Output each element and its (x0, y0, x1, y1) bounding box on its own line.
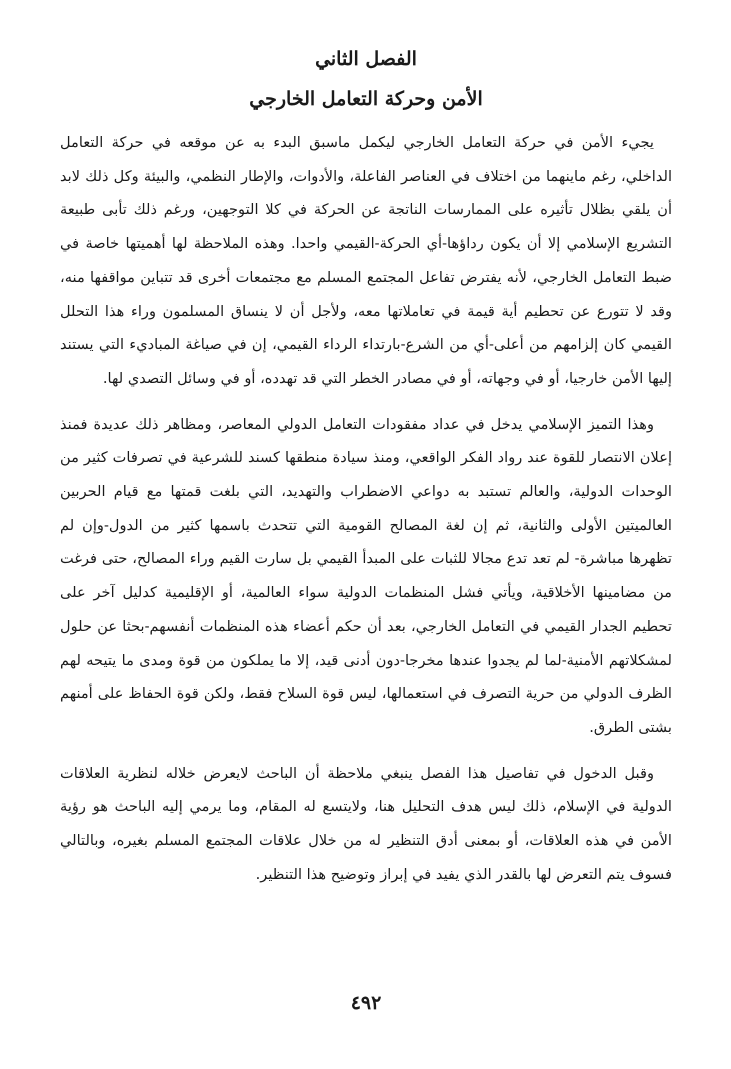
section-title: الأمن وحركة التعامل الخارجي (249, 88, 483, 110)
paragraph-2: وهذا التميز الإسلامي يدخل في عداد مفقودات التعامل الدولي المعاصر، ومظاهر ذلك عديدة فمنذ إعلان الانتصار للقوة عند رواد الفكر الواقعي، ومنذ سيادة منطقها كسند للشرعية في تصرفات كثير من الوحدات الدولية، والعالم تستبد به دواعي الاضطراب والتهديد، التي بلغت قمتها مع قيام الحربين العالميتين الأولى والثانية، ثم إن لغة المصالح القومية التي تتحدث باسمها كثير من الدول-وإن لم تظهرها مباشرة- لم تعد تدع مجالا للثبات على المبدأ القيمي بل سارت القيم وراء المصالح، حتى فرغت من مضامينها الأخلاقية، ويأتي فشل المنظمات الدولية سواء العالمية، أو الإقليمية كدليل آخر على تحطيم الجدار القيمي في التعامل الخارجي، بعد أن حكم أعضاء هذه المنظمات أنفسهم-بحثا عن حلول لمشكلاتهم الأمنية-لما لم يجدوا عندها مخرجا-دون أدنى قيد، إلا ما يملكون من قوة ومدى ما يتيحه لهم الظرف الدولي من حرية التصرف في استعمالها، ليس قوة السلاح فقط، ولكن قوة الحفاظ على أمنهم بشتى الطرق. (60, 415, 672, 736)
chapter-heading: الفصل الثاني (315, 48, 417, 70)
page-number: ٤٩٢ (350, 992, 382, 1014)
paragraph-3: وقبل الدخول في تفاصيل هذا الفصل ينبغي ملاحظة أن الباحث لايعرض خلاله لنظرية العلاقات الدولية في الإسلام، ذلك ليس هدف التحليل هنا، ولايتسع له المقام، وما يرمي إليه الباحث هو رؤية الأمن في هذه العلاقات، أو بمعنى أدق التنظير له من خلال علاقات المجتمع المسلم بغيره، وبالتالي فسوف يتم التعرض لها بالقدر الذي يفيد في إبراز وتوضيح هذا التنظير. (60, 764, 672, 883)
body-text (60, 126, 672, 903)
paragraph-1: يجيء الأمن في حركة التعامل الخارجي ليكمل ماسبق البدء به عن موقعه في حركة التعامل الداخلي، رغم ماينهما من اختلاف في العناصر الفاعلة، والأدوات، والإطار النظمي، والبيئة وكل ذلك لابد أن يلقي بظلال تأثيره على الممارسات الناتجة عن الحركة في كلا التوجهين، ورغم ذلك تأبى طبيعة التشريع الإسلامي إلا أن يكون رداؤها-أي الحركة-القيمي واحدا. وهذه الملاحظة لها أهميتها خاصة في ضبط التعامل الخارجي، لأنه يفترض تفاعل المجتمع المسلم مع مجتمعات أخرى قد تتباين مواقفها منه، وقد لا تتورع عن تحطيم أية قيمة في تعاملاتها معه، ولأجل أن لا ينساق المسلمون وراء هذا التحلل القيمي كان إلزامهم من أعلى-أي من الشرع-بارتداء الرداء القيمي، إن في صياغة المباديء التي يستند إليها الأمن خارجيا، أو في وجهاته، أو في مصادر الخطر التي قد تهدده، أو في وسائل التصدي لها. (60, 134, 673, 387)
document-page (60, 0, 672, 1069)
